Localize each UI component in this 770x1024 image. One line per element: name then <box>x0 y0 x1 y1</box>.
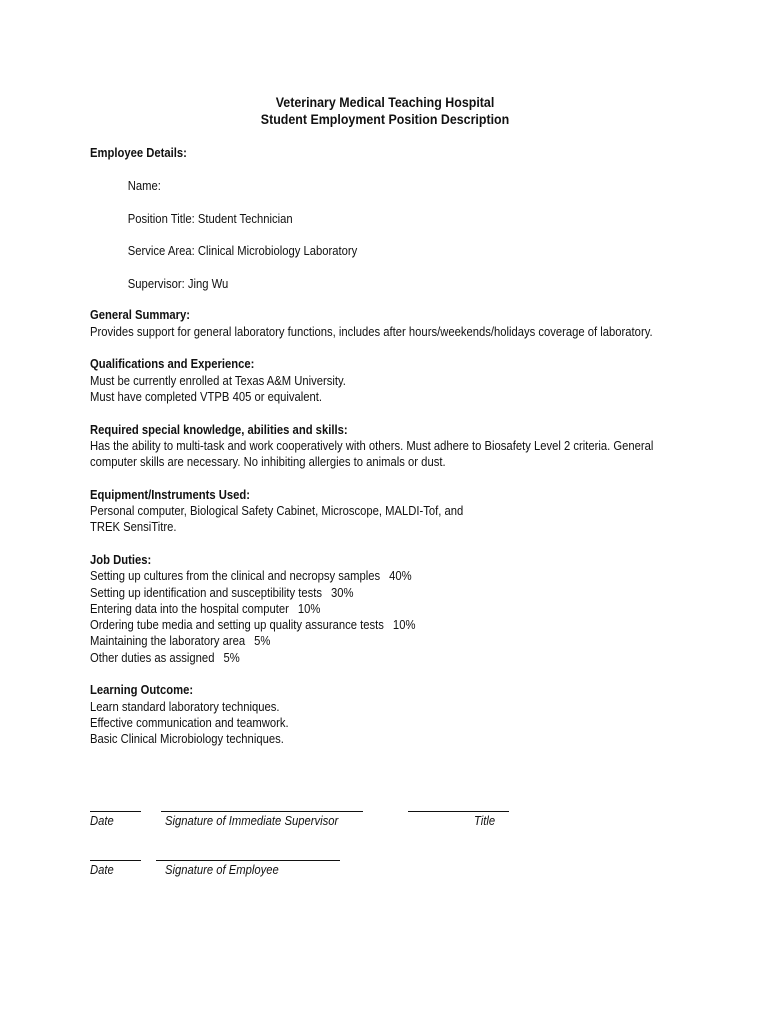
employee-details-section <box>90 145 666 292</box>
job-duty-percent: 30% <box>331 585 354 600</box>
learning-outcome-line: Learn standard laboratory techniques. <box>90 699 280 714</box>
supervisor: Supervisor: Jing Wu <box>127 277 229 292</box>
employee-name: Name: <box>127 178 161 193</box>
learning-outcome-heading: Learning Outcome: <box>90 683 194 698</box>
qualification-line: Must be currently enrolled at Texas A&M University. <box>90 373 346 388</box>
employee-details-heading: Employee Details: <box>90 146 187 160</box>
job-duty-item <box>90 568 666 584</box>
general-summary-section <box>90 307 666 340</box>
document-title <box>31 94 739 128</box>
job-duty-item <box>90 601 666 617</box>
supervisor-signature-line[interactable] <box>161 811 363 812</box>
learning-outcome-line: Effective communication and teamwork. <box>90 715 289 730</box>
date-label: Date <box>90 814 114 828</box>
job-duty-percent: 10% <box>392 618 416 633</box>
job-duty-percent: 5% <box>223 650 240 665</box>
job-duty-percent: 5% <box>254 634 271 649</box>
job-duty-item <box>90 617 666 633</box>
employee-details-list <box>90 178 666 293</box>
required-skills-line: computer skills are necessary. No inhibiting allergies to animals or dust. <box>90 455 446 470</box>
date-label: Date <box>90 863 114 877</box>
date-signature-line[interactable] <box>90 860 141 861</box>
general-summary-heading: General Summary: <box>90 308 191 323</box>
job-duty-item <box>90 585 666 601</box>
required-skills-line: Has the ability to multi-task and work cooperatively with others. Must adhere to Biosafety Level 2 criteria. General <box>90 438 654 453</box>
signature-area <box>90 800 730 900</box>
equipment-line: TREK SensiTitre. <box>90 520 177 535</box>
qualifications-section <box>90 356 666 405</box>
service-area: Service Area: Clinical Microbiology Laboratory <box>127 244 358 259</box>
title-line-1: Veterinary Medical Teaching Hospital <box>275 95 495 110</box>
learning-outcome-section <box>90 682 666 747</box>
position-title: Position Title: Student Technician <box>127 211 293 226</box>
job-duty-task: Setting up identification and susceptibility tests <box>90 585 323 600</box>
title-line-2: Student Employment Position Description <box>260 112 510 127</box>
qualification-line: Must have completed VTPB 405 or equivalent. <box>90 389 323 404</box>
job-duty-item <box>90 633 666 649</box>
document-body <box>90 145 666 764</box>
equipment-line: Personal computer, Biological Safety Cabinet, Microscope, MALDI-Tof, and <box>90 504 464 519</box>
job-duty-task: Maintaining the laboratory area <box>90 634 246 649</box>
supervisor-signature-label: Signature of Immediate Supervisor <box>165 814 339 828</box>
job-duty-percent: 10% <box>297 601 321 616</box>
job-duty-percent: 40% <box>389 569 412 584</box>
qualifications-heading: Qualifications and Experience: <box>90 357 255 372</box>
job-duty-task: Ordering tube media and setting up quality assurance tests <box>90 618 384 633</box>
title-signature-line[interactable] <box>408 811 509 812</box>
job-duty-task: Other duties as assigned <box>90 650 215 665</box>
learning-outcome-line: Basic Clinical Microbiology techniques. <box>90 732 284 747</box>
required-skills-heading: Required special knowledge, abilities and skills: <box>90 422 348 437</box>
job-duty-task: Setting up cultures from the clinical and necropsy samples <box>90 569 381 584</box>
title-label: Title <box>474 814 496 828</box>
employee-signature-line[interactable] <box>156 860 340 861</box>
employee-signature-label: Signature of Employee <box>165 863 279 877</box>
job-duties-heading: Job Duties: <box>90 552 152 567</box>
equipment-heading: Equipment/Instruments Used: <box>90 487 251 502</box>
required-skills-section <box>90 422 666 471</box>
date-signature-line[interactable] <box>90 811 141 812</box>
general-summary-text: Provides support for general laboratory functions, includes after hours/weekends/holidays coverage of laboratory. <box>90 324 653 339</box>
job-duty-item <box>90 650 666 666</box>
job-duty-task: Entering data into the hospital computer <box>90 601 289 616</box>
equipment-section <box>90 487 666 536</box>
job-duties-section <box>90 552 666 666</box>
